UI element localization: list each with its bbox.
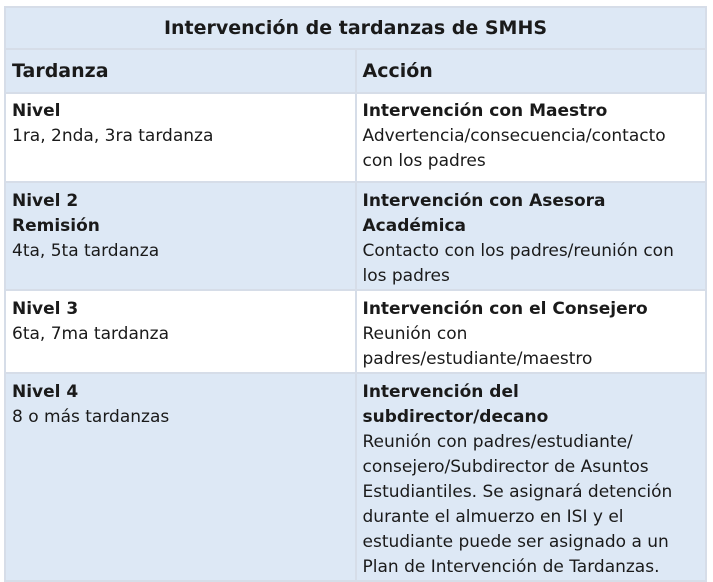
action-cell [356,93,707,182]
level-label: Nivel [12,101,61,121]
tardy-cell [5,290,356,373]
level-sub: Remisión [12,216,100,236]
tardy-cell [5,93,356,182]
action-cell [356,290,707,373]
action-text: Reunión con padres/estudiante/maestro [362,324,593,369]
action-text: Advertencia/consecuencia/contacto con los padres [362,126,666,171]
table-title: Intervención de tardanzas de SMHS [5,7,706,49]
action-title: Intervención con Asesora Académica [362,191,606,236]
action-title: Intervención con Maestro [362,101,608,121]
header-row [5,49,706,93]
level-desc: 6ta, 7ma tardanza [12,324,170,344]
table-row [5,93,706,182]
action-cell [356,182,707,290]
level-label: Nivel 3 [12,299,79,319]
table-row [5,290,706,373]
action-title: Intervención del subdirector/decano [362,382,549,427]
action-text: Contacto con los padres/reunión con los padres [362,241,674,286]
table-row [5,182,706,290]
tardy-cell [5,182,356,290]
header-tardanza: Tardanza [5,49,356,93]
action-title: Intervención con el Consejero [362,299,648,319]
action-cell [356,373,707,581]
table-row [5,373,706,581]
header-accion: Acción [356,49,707,93]
action-text: Reunión con padres/estudiante/ consejero/Subdirector de Asuntos Estudiantiles. Se asignará detención durante el almuerzo en ISI y el estudiante puede ser asignado a un Plan de Intervención de Tardanzas. [362,432,673,577]
tardy-intervention-table-wrapper [4,6,707,582]
level-desc: 8 o más tardanzas [12,407,170,427]
tardy-intervention-table [4,6,707,582]
level-desc: 4ta, 5ta tardanza [12,241,160,261]
title-row [5,7,706,49]
level-desc: 1ra, 2nda, 3ra tardanza [12,126,214,146]
level-label: Nivel 4 [12,382,79,402]
tardy-cell [5,373,356,581]
level-label: Nivel 2 [12,191,79,211]
